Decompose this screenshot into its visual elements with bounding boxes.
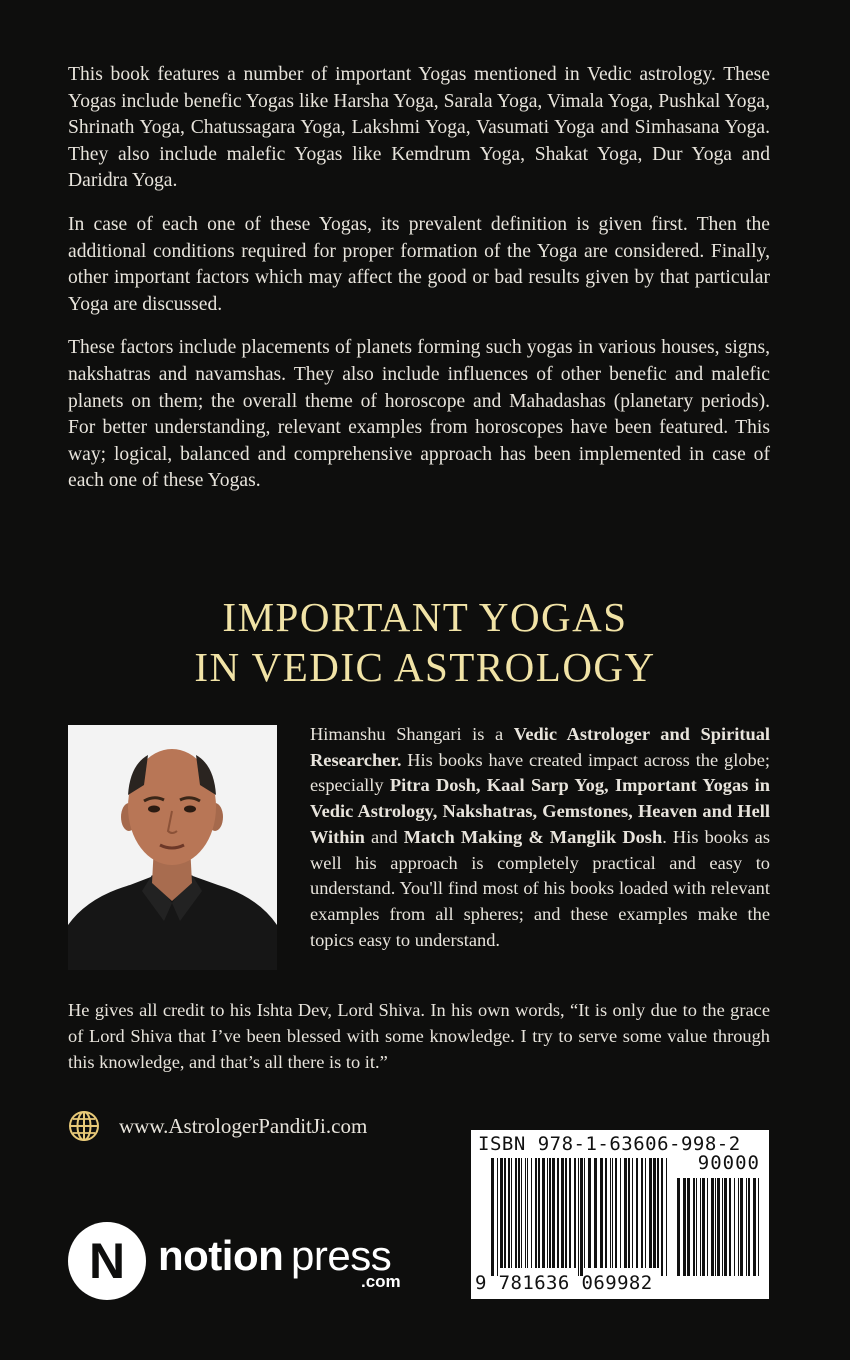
barcode-stripe	[612, 1158, 613, 1268]
barcode-stripe	[687, 1178, 690, 1276]
barcode-stripe	[722, 1178, 723, 1276]
barcode-stripe	[588, 1158, 591, 1268]
barcode-stripe	[521, 1158, 522, 1268]
publisher-logo-letter: N	[88, 1233, 126, 1289]
barcode-stripe	[758, 1178, 759, 1276]
barcode-stripe	[508, 1158, 510, 1268]
barcode-stripe	[565, 1158, 567, 1268]
author-portrait-image	[68, 725, 277, 970]
barcode-stripe	[584, 1158, 585, 1268]
barcode-stripe	[753, 1178, 756, 1276]
publisher-name-light: press	[291, 1232, 392, 1279]
isbn-label: ISBN 978-1-63606-998-2	[478, 1133, 741, 1155]
bio-text-4: . His books as well his approach is completely practical and easy to understand. You'll find most of his books loaded with relevant examples from all spheres; and these examples make the topics easy to understand.	[310, 826, 770, 950]
barcode-stripe	[578, 1158, 579, 1276]
barcode-stripe	[636, 1158, 638, 1268]
author-bio	[310, 722, 770, 953]
barcode-stripe	[525, 1158, 526, 1268]
publisher-name-suffix: .com	[361, 1272, 401, 1291]
barcode-stripe	[641, 1158, 643, 1268]
barcode-stripe	[497, 1158, 498, 1276]
author-credit-quote: He gives all credit to his Ishta Dev, Lord Shiva. In his own words, “It is only due to the grace of Lord Shiva that I’ve been blessed with some knowledge. I try to serve some value through this knowledge, and that’s all there is to it.”	[68, 1000, 770, 1072]
barcode-digits: 9 781636 069982	[475, 1272, 653, 1294]
barcode-stripe	[515, 1158, 517, 1268]
barcode-stripe	[661, 1158, 663, 1276]
barcode-stripe	[549, 1158, 551, 1268]
website-url[interactable]: www.AstrologerPanditJi.com	[119, 1113, 368, 1138]
barcode-stripe	[542, 1158, 545, 1268]
barcode-stripe	[605, 1158, 607, 1268]
barcode-stripe	[557, 1158, 559, 1268]
barcode-stripe	[574, 1158, 576, 1268]
addon-barcode-stripes	[677, 1178, 759, 1276]
description-paragraph-2: In case of each one of these Yogas, its prevalent definition is given first. Then the additional conditions required for proper formation of the Yoga are considered. Finally, other important factors which may affect the good or bad results given by that particular Yoga are discussed.	[68, 213, 770, 315]
barcode-stripe	[677, 1178, 680, 1276]
barcode-stripe	[547, 1158, 548, 1268]
barcode-stripe	[632, 1158, 633, 1268]
book-title-line-2: IN VEDIC ASTROLOGY	[194, 644, 656, 690]
barcode-stripe	[518, 1158, 520, 1268]
barcode-stripe	[717, 1178, 720, 1276]
barcode-stripe	[693, 1178, 695, 1276]
barcode-stripe	[666, 1158, 667, 1276]
bio-bold-2: Pitra Dosh, Kaal Sarp Yog, Important Yogas in Vedic Astrology, Nakshatras, Gemstones, Heaven and Hell Within	[310, 775, 770, 847]
description-paragraph-3: These factors include placements of planets forming such yogas in various houses, signs, nakshatras and navamshas. They also include influences of other benefic and malefic planets on them; the overall theme of horoscope and Mahadashas (planetary periods). For better understanding, relevant examples from horoscopes have been featured. This way; logical, balanced and comprehensive approach has been implemented in case of each one of these Yogas.	[68, 337, 770, 492]
bio-text-2: His books have created impact across the globe; especially	[310, 749, 770, 796]
barcode-stripe	[748, 1178, 750, 1276]
barcode-stripe	[624, 1158, 627, 1268]
website-row	[68, 1110, 367, 1142]
bio-bold-1: Vedic Astrologer and Spiritual Researcher.	[310, 724, 770, 770]
barcode-stripe	[711, 1178, 714, 1276]
barcode-stripe	[620, 1158, 621, 1268]
barcode-stripe	[527, 1158, 528, 1268]
barcode-stripe	[504, 1158, 506, 1268]
barcode-stripe	[531, 1158, 532, 1268]
barcode-stripe	[594, 1158, 597, 1268]
bio-text-1: Himanshu Shangari is a	[310, 724, 514, 744]
barcode-stripe	[615, 1158, 617, 1268]
barcode-stripe	[552, 1158, 555, 1268]
barcode-stripe	[738, 1178, 739, 1276]
globe-icon	[68, 1110, 100, 1142]
barcode-stripe	[649, 1158, 652, 1268]
barcode-stripe	[657, 1158, 659, 1268]
barcode-stripe	[746, 1178, 747, 1276]
barcode-stripe	[653, 1158, 656, 1268]
book-description	[68, 62, 770, 512]
barcode-stripe	[535, 1158, 537, 1268]
barcode-stripe	[702, 1178, 705, 1276]
publisher-logo	[68, 1222, 418, 1300]
barcode-stripe	[610, 1158, 611, 1268]
publisher-logo-mark	[68, 1222, 146, 1300]
price-code: 90000	[697, 1152, 760, 1174]
barcode-stripe	[683, 1178, 686, 1276]
barcode-stripe	[580, 1158, 583, 1276]
publisher-wordmark	[158, 1222, 418, 1300]
book-title	[0, 592, 850, 692]
barcode-stripe	[645, 1158, 646, 1268]
barcode-stripe	[511, 1158, 512, 1268]
barcode-stripe	[538, 1158, 540, 1268]
publisher-name-bold: notion	[158, 1232, 284, 1279]
bio-bold-3: Match Making & Manglik Dosh	[403, 826, 663, 847]
author-photo	[68, 725, 277, 970]
barcode-stripe	[500, 1158, 503, 1268]
description-paragraph-1: This book features a number of important Yogas mentioned in Vedic astrology. These Yogas include benefic Yogas like Harsha Yoga, Sarala Yoga, Vimala Yoga, Pushkal Yoga, Shrinath Yoga, Chatussagara Yoga, Lakshmi Yoga, Vasumati Yoga and Simhasana Yoga. They also include malefic Yogas like Kemdrum Yoga, Shakat Yoga, Dur Yoga and Daridra Yoga.	[68, 64, 770, 192]
barcode-stripe	[491, 1158, 494, 1276]
isbn-barcode	[471, 1130, 769, 1299]
barcode-stripe	[561, 1158, 564, 1268]
bio-text-3: and	[364, 826, 404, 847]
barcode-stripe	[729, 1178, 731, 1276]
barcode-stripe	[600, 1158, 603, 1268]
main-barcode-stripes	[491, 1158, 667, 1276]
barcode-stripe	[628, 1158, 630, 1268]
barcode-stripe	[740, 1178, 743, 1276]
book-title-line-1: IMPORTANT YOGAS	[222, 594, 628, 640]
barcode-stripe	[707, 1178, 708, 1276]
barcode-stripe	[696, 1178, 697, 1276]
barcode-stripe	[700, 1178, 701, 1276]
barcode-stripe	[569, 1158, 571, 1268]
barcode-stripe	[715, 1178, 716, 1276]
barcode-stripe	[724, 1178, 727, 1276]
barcode-stripe	[734, 1178, 735, 1276]
